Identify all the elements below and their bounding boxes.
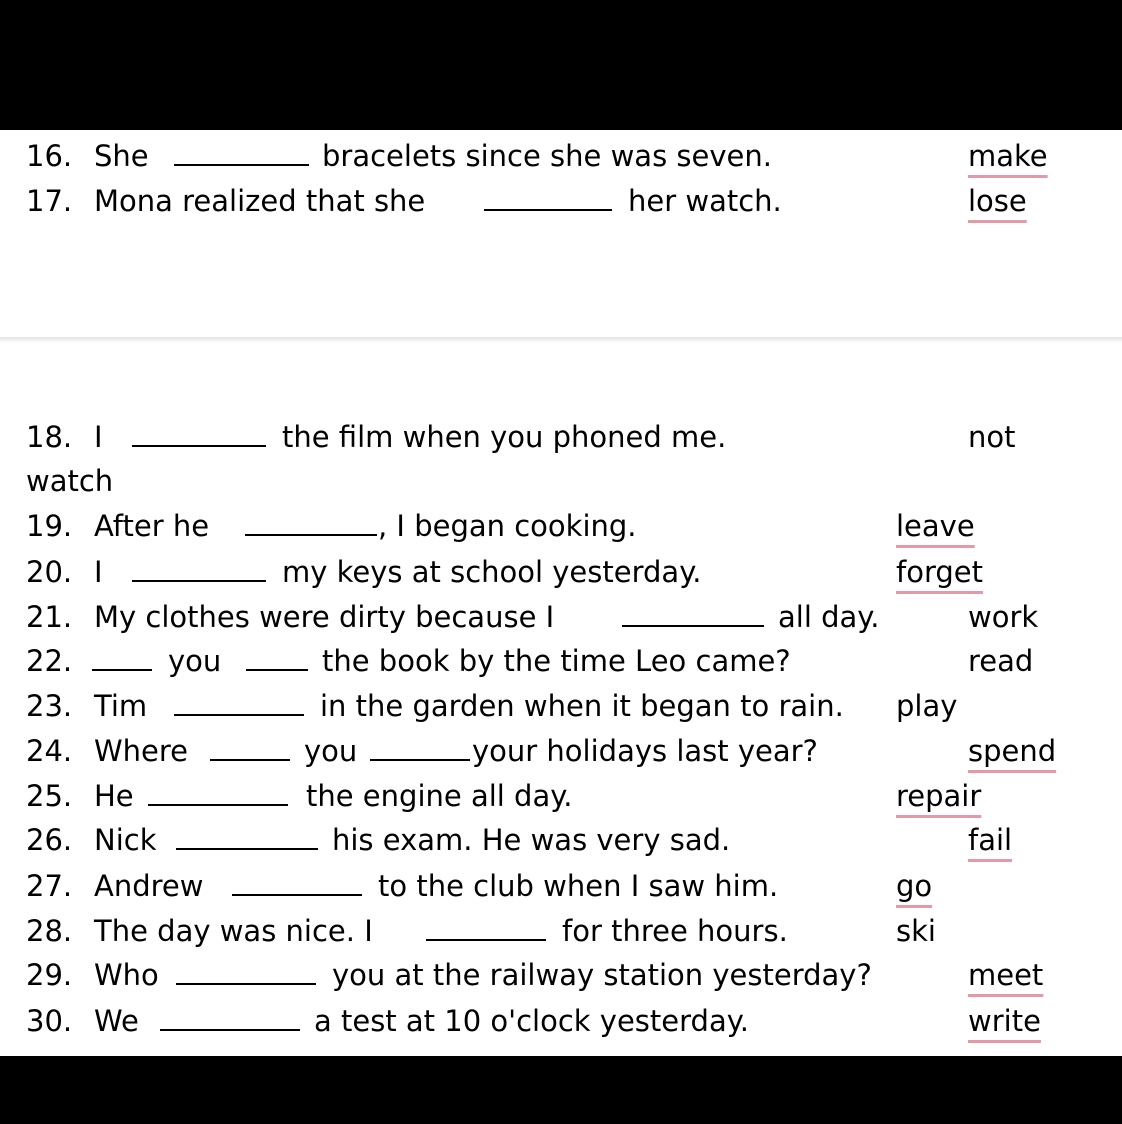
item-number: 19. <box>26 509 73 543</box>
answer-blank[interactable] <box>245 508 377 536</box>
item-number: 28. <box>26 914 73 948</box>
answer-blank[interactable] <box>176 957 316 985</box>
verb-hint: repair <box>896 779 982 813</box>
sentence-text: a test at 10 o'clock yesterday. <box>314 1004 749 1038</box>
item-number: 27. <box>26 869 73 903</box>
exercise-item-16 <box>0 136 1122 176</box>
answer-blank[interactable] <box>210 733 290 761</box>
answer-blank[interactable] <box>246 643 308 671</box>
sentence-text: My clothes were dirty because I <box>94 600 555 634</box>
verb-hint: go <box>896 869 933 903</box>
sentence-text: you <box>168 644 222 678</box>
exercise-item-19 <box>0 506 1122 546</box>
answer-blank[interactable] <box>176 822 318 850</box>
item-number: 24. <box>26 734 73 768</box>
sentence-text: you at the railway station yesterday? <box>332 958 872 992</box>
sentence-text: Andrew <box>94 869 204 903</box>
verb-hint: spend <box>968 734 1057 768</box>
verb-hint-continued: watch <box>26 464 114 498</box>
sentence-text: to the club when I saw him. <box>378 869 779 903</box>
answer-blank[interactable] <box>92 643 152 671</box>
exercise-item-24 <box>0 731 1122 771</box>
exercise-item-18-wrap <box>0 461 1122 501</box>
verb-hint: fail <box>968 823 1013 857</box>
verb-hint: play <box>896 689 958 723</box>
exercise-item-29 <box>0 955 1122 995</box>
page-divider <box>0 337 1122 343</box>
sentence-text: the engine all day. <box>306 779 573 813</box>
worksheet-page <box>0 130 1122 1056</box>
sentence-text: the book by the time Leo came? <box>322 644 791 678</box>
exercise-item-28 <box>0 911 1122 951</box>
exercise-item-21 <box>0 597 1122 637</box>
verb-hint: read <box>968 644 1034 678</box>
sentence-text: my keys at school yesterday. <box>282 555 702 589</box>
item-number: 18. <box>26 420 73 454</box>
item-number: 23. <box>26 689 73 723</box>
item-number: 16. <box>26 139 73 173</box>
sentence-text: Tim <box>94 689 148 723</box>
sentence-text: in the garden when it began to rain. <box>320 689 844 723</box>
answer-blank[interactable] <box>426 913 546 941</box>
verb-hint: leave <box>896 509 975 543</box>
exercise-item-26 <box>0 820 1122 860</box>
sentence-text: you <box>304 734 358 768</box>
answer-blank[interactable] <box>174 138 309 166</box>
exercise-item-20 <box>0 552 1122 592</box>
verb-hint: work <box>968 600 1039 634</box>
answer-blank[interactable] <box>622 599 764 627</box>
sentence-text: for three hours. <box>562 914 788 948</box>
sentence-text: , I began cooking. <box>378 509 637 543</box>
answer-blank[interactable] <box>174 688 304 716</box>
sentence-text: Mona realized that she <box>94 184 426 218</box>
exercise-item-27 <box>0 866 1122 906</box>
answer-blank[interactable] <box>370 733 470 761</box>
exercise-item-18 <box>0 417 1122 457</box>
exercise-item-22 <box>0 641 1122 681</box>
item-number: 22. <box>26 644 73 678</box>
item-number: 25. <box>26 779 73 813</box>
answer-blank[interactable] <box>232 868 362 896</box>
verb-hint: ski <box>896 914 936 948</box>
exercise-item-30 <box>0 1001 1122 1041</box>
verb-hint: lose <box>968 184 1027 218</box>
answer-blank[interactable] <box>132 554 266 582</box>
sentence-text: the film when you phoned me. <box>282 420 727 454</box>
sentence-text: I <box>94 555 103 589</box>
sentence-text: her watch. <box>628 184 782 218</box>
verb-hint: not <box>968 420 1016 454</box>
verb-hint: forget <box>896 555 983 589</box>
exercise-item-25 <box>0 776 1122 816</box>
sentence-text: Nick <box>94 823 157 857</box>
item-number: 29. <box>26 958 73 992</box>
sentence-text: Where <box>94 734 189 768</box>
verb-hint: meet <box>968 958 1044 992</box>
sentence-text: Who <box>94 958 159 992</box>
answer-blank[interactable] <box>132 419 266 447</box>
sentence-text: your holidays last year? <box>472 734 818 768</box>
sentence-text: He <box>94 779 134 813</box>
sentence-text: his exam. He was very sad. <box>332 823 731 857</box>
verb-hint: write <box>968 1004 1041 1038</box>
exercise-item-17 <box>0 181 1122 221</box>
exercise-item-23 <box>0 686 1122 726</box>
answer-blank[interactable] <box>484 183 612 211</box>
item-number: 20. <box>26 555 73 589</box>
sentence-text: The day was nice. I <box>94 914 373 948</box>
sentence-text: She <box>94 139 149 173</box>
sentence-text: I <box>94 420 103 454</box>
sentence-text: all day. <box>778 600 880 634</box>
answer-blank[interactable] <box>160 1003 300 1031</box>
item-number: 26. <box>26 823 73 857</box>
sentence-text: We <box>94 1004 139 1038</box>
sentence-text: After he <box>94 509 210 543</box>
item-number: 30. <box>26 1004 73 1038</box>
item-number: 21. <box>26 600 73 634</box>
verb-hint: make <box>968 139 1048 173</box>
answer-blank[interactable] <box>148 778 288 806</box>
sentence-text: bracelets since she was seven. <box>322 139 772 173</box>
item-number: 17. <box>26 184 73 218</box>
